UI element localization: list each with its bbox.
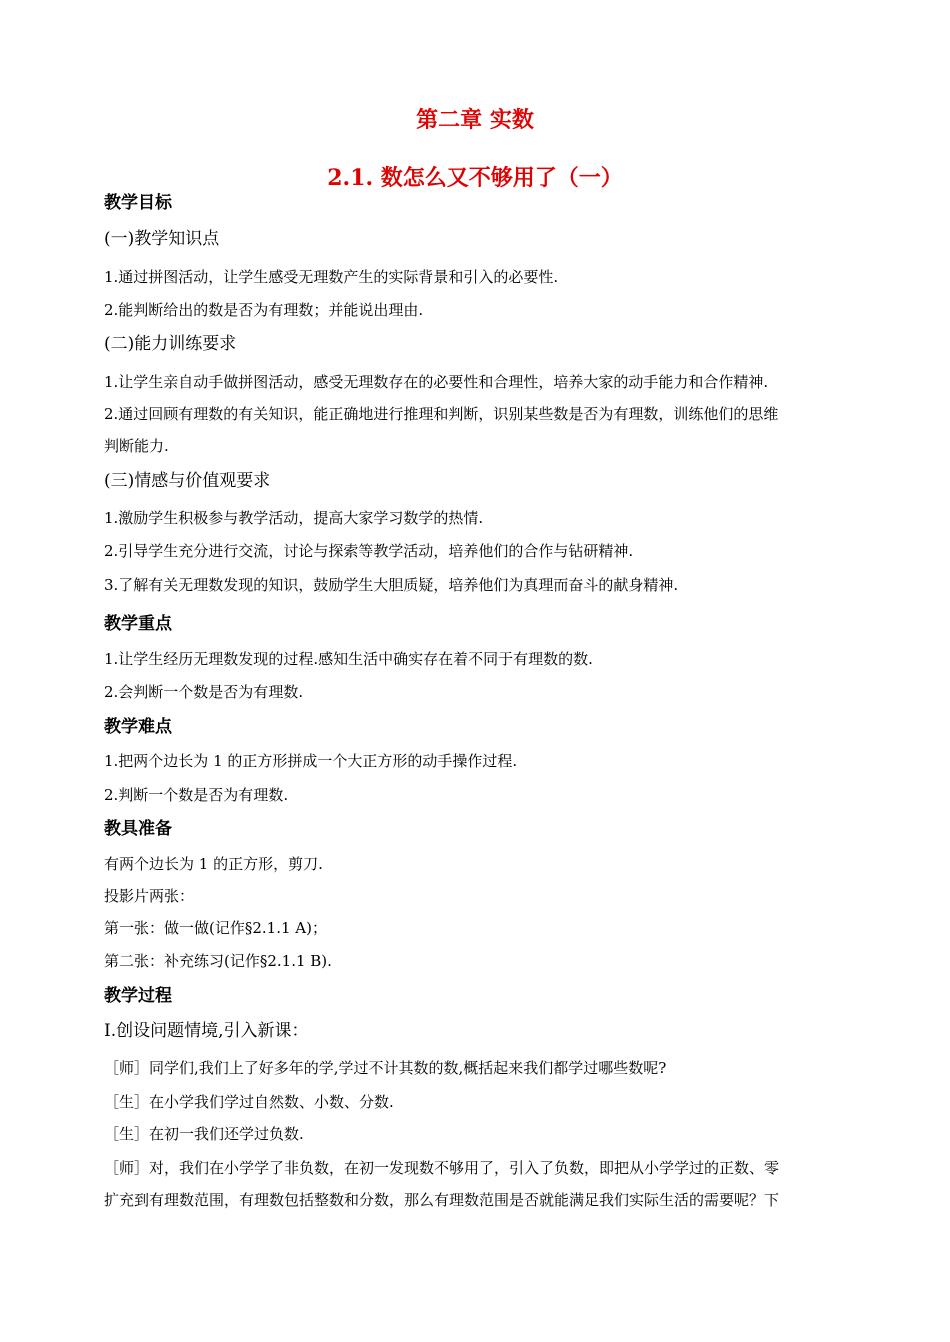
difficulty-item: 2.判断一个数是否为有理数. bbox=[104, 786, 289, 804]
difficulty-item: 1.把两个边长为 1 的正方形拼成一个大正方形的动手操作过程. bbox=[104, 752, 518, 770]
process-intro: Ⅰ.创设问题情境,引入新课： bbox=[104, 1021, 309, 1041]
materials-item: 第二张：补充练习(记作§2.1.1 B). bbox=[104, 952, 332, 970]
heading-difficulties: 教学难点 bbox=[104, 717, 172, 737]
dialogue-line: ［师］同学们,我们上了好多年的学,学过不计其数的数,概括起来我们都学过哪些数呢? bbox=[104, 1059, 667, 1077]
chapter-title: 第二章 实数 bbox=[416, 107, 534, 133]
heading-objectives: 教学目标 bbox=[104, 193, 172, 213]
dialogue-line: ［生］在小学我们学过自然数、小数、分数. bbox=[104, 1093, 394, 1111]
materials-item: 投影片两张： bbox=[104, 887, 195, 905]
dialogue-line: ［师］对，我们在小学学了非负数，在初一发现数不够用了，引入了负数，即把从小学学过的正数、零 bbox=[104, 1159, 780, 1177]
dialogue-line-continued: 扩充到有理数范围，有理数包括整数和分数，那么有理数范围是否就能满足我们实际生活的需要呢？下 bbox=[104, 1191, 780, 1209]
ability-item: 1.让学生亲自动手做拼图活动，感受无理数存在的必要性和合理性，培养大家的动手能力和合作精神. bbox=[104, 373, 769, 391]
heading-keypoints: 教学重点 bbox=[104, 614, 172, 634]
dialogue-line: ［生］在初一我们还学过负数. bbox=[104, 1125, 304, 1143]
subheading-knowledge: (一)教学知识点 bbox=[104, 229, 220, 249]
knowledge-item: 2.能判断给出的数是否为有理数；并能说出理由. bbox=[104, 301, 424, 319]
emotion-item: 3.了解有关无理数发现的知识，鼓励学生大胆质疑，培养他们为真理而奋斗的献身精神. bbox=[104, 576, 679, 594]
heading-materials: 教具准备 bbox=[104, 819, 172, 839]
section-title: 2.1. 数怎么又不够用了（一） bbox=[327, 165, 623, 191]
emotion-item: 1.激励学生积极参与教学活动，提高大家学习数学的热情. bbox=[104, 509, 484, 527]
subheading-ability: (二)能力训练要求 bbox=[104, 334, 237, 354]
keypoint-item: 2.会判断一个数是否为有理数. bbox=[104, 683, 304, 701]
materials-item: 第一张：做一做(记作§2.1.1 A)； bbox=[104, 919, 327, 937]
ability-item: 2.通过回顾有理数的有关知识，能正确地进行推理和判断，识别某些数是否为有理数，训练他们的思维 bbox=[104, 405, 779, 423]
keypoint-item: 1.让学生经历无理数发现的过程.感知生活中确实存在着不同于有理数的数. bbox=[104, 650, 593, 668]
materials-item: 有两个边长为 1 的正方形，剪刀. bbox=[104, 855, 323, 873]
subheading-emotion: (三)情感与价值观要求 bbox=[104, 471, 271, 491]
ability-item-continued: 判断能力. bbox=[104, 437, 169, 455]
knowledge-item: 1.通过拼图活动，让学生感受无理数产生的实际背景和引入的必要性. bbox=[104, 268, 559, 286]
heading-process: 教学过程 bbox=[104, 986, 172, 1006]
emotion-item: 2.引导学生充分进行交流，讨论与探索等教学活动，培养他们的合作与钻研精神. bbox=[104, 542, 634, 560]
